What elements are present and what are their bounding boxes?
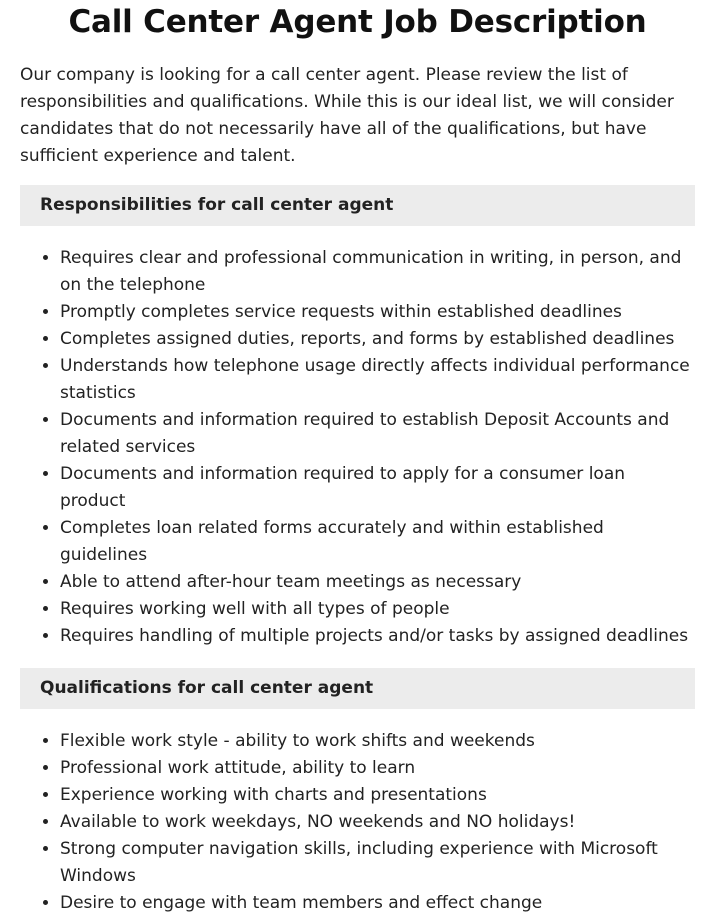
page-title: Call Center Agent Job Description	[68, 4, 647, 40]
list-item: • Documents and information required to establish Deposit Accounts and related services	[60, 407, 695, 461]
list-item: • Completes assigned duties, reports, and forms by established deadlines	[60, 326, 695, 353]
list-item: • Documents and information required to apply for a consumer loan product	[60, 461, 695, 515]
list-item: • Experience working with charts and presentations	[60, 782, 695, 809]
list-item: • Understands how telephone usage directly affects individual performance statistics	[60, 353, 695, 407]
list-item: • Requires clear and professional communication in writing, in person, and on the telephone	[60, 245, 695, 299]
responsibilities-list	[20, 245, 695, 650]
responsibilities-heading: Responsibilities for call center agent	[20, 185, 695, 226]
list-item: • Promptly completes service requests within established deadlines	[60, 299, 695, 326]
qualifications-list	[20, 728, 695, 917]
list-item: • Completes loan related forms accurately and within established guidelines	[60, 515, 695, 569]
intro-paragraph: Our company is looking for a call center agent. Please review the list of responsibilities and qualifications. While this is our ideal list, we will consider candidates that do not necessarily have all of the qualifications, but have sufficient experience and talent.	[20, 65, 674, 166]
qualifications-heading: Qualifications for call center agent	[20, 668, 695, 709]
list-item: • Desire to engage with team members and effect change	[60, 890, 695, 917]
list-item: • Requires handling of multiple projects and/or tasks by assigned deadlines	[60, 623, 695, 650]
list-item: • Able to attend after-hour team meetings as necessary	[60, 569, 695, 596]
list-item: • Flexible work style - ability to work shifts and weekends	[60, 728, 695, 755]
list-item: • Professional work attitude, ability to learn	[60, 755, 695, 782]
list-item: • Requires working well with all types of people	[60, 596, 695, 623]
list-item: • Available to work weekdays, NO weekends and NO holidays!	[60, 809, 695, 836]
list-item: • Strong computer navigation skills, including experience with Microsoft Windows	[60, 836, 695, 890]
